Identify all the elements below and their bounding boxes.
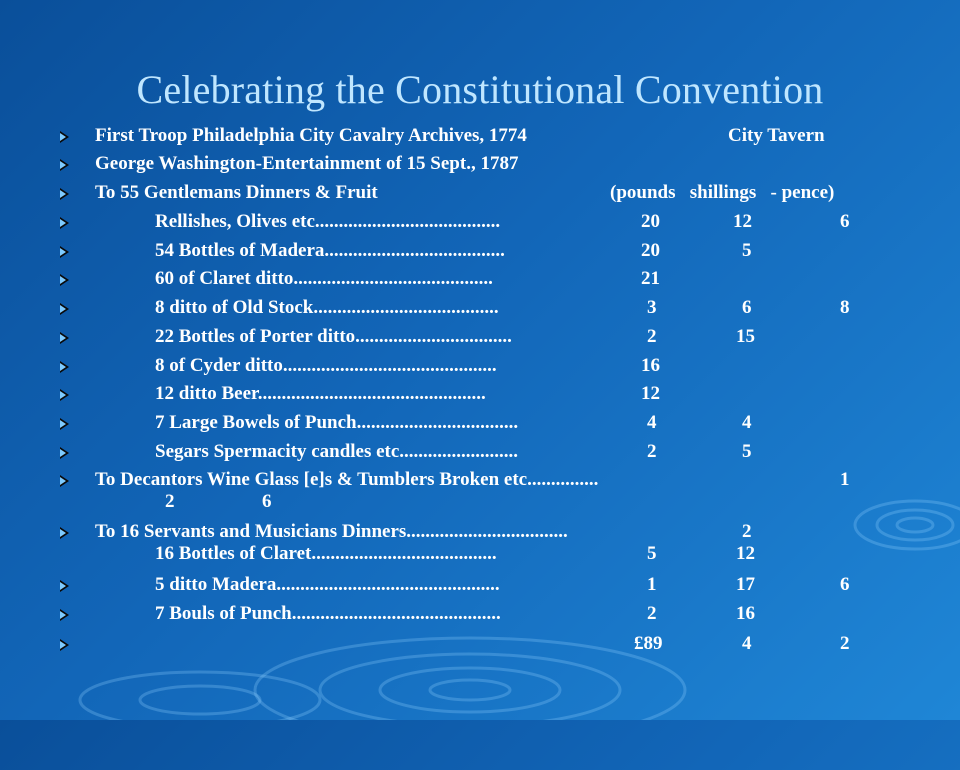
list-item bbox=[60, 380, 660, 408]
item-text: 12 ditto Beer................................................ bbox=[155, 383, 486, 404]
shillings-value: 2 bbox=[742, 521, 752, 542]
total-shillings: 4 bbox=[742, 633, 752, 654]
item-text: To Decantors Wine Glass [e]s & Tumblers Broken etc............... bbox=[95, 469, 599, 490]
pounds-value: 4 bbox=[647, 412, 657, 433]
item-text: 60 of Claret ditto.......................................... bbox=[155, 268, 493, 289]
total-row bbox=[60, 630, 850, 658]
list-item bbox=[60, 265, 660, 293]
shillings-value: 15 bbox=[736, 326, 755, 347]
item-text: 8 of Cyder ditto............................................. bbox=[155, 355, 497, 376]
item-text: 5 ditto Madera............................................... bbox=[155, 574, 500, 595]
list-item bbox=[60, 438, 752, 466]
pounds-value: 5 bbox=[647, 543, 657, 564]
pounds-value: 21 bbox=[641, 268, 660, 289]
arrow-bullet-icon bbox=[60, 389, 69, 401]
column-header-units: (pounds shillings - pence) bbox=[610, 182, 835, 203]
pounds-value: 20 bbox=[641, 240, 660, 261]
shillings-value: 4 bbox=[742, 412, 752, 433]
list-item bbox=[60, 323, 755, 351]
item-text: 54 Bottles of Madera...................................... bbox=[155, 240, 505, 261]
item-right-text: City Tavern bbox=[728, 125, 825, 146]
item-text: George Washington-Entertainment of 15 Sept., 1787 bbox=[95, 153, 519, 174]
item-text: Segars Spermacity candles etc......................... bbox=[155, 441, 519, 462]
arrow-bullet-icon bbox=[60, 475, 69, 487]
arrow-bullet-icon bbox=[60, 303, 69, 315]
list-item bbox=[60, 352, 660, 380]
arrow-bullet-icon bbox=[60, 131, 69, 143]
list-item bbox=[60, 179, 835, 207]
arrow-bullet-icon bbox=[60, 246, 69, 258]
arrow-bullet-icon bbox=[60, 159, 69, 171]
list-item bbox=[60, 237, 752, 265]
list-item bbox=[60, 294, 850, 322]
item-text: To 16 Servants and Musicians Dinners.................................. bbox=[95, 521, 568, 542]
shillings-value: 12 bbox=[733, 211, 752, 232]
pounds-value: 3 bbox=[647, 297, 657, 318]
arrow-bullet-icon bbox=[60, 418, 69, 430]
arrow-bullet-icon bbox=[60, 527, 69, 539]
list-item bbox=[60, 466, 850, 512]
list-item bbox=[60, 600, 755, 628]
pounds-value: 1 bbox=[840, 469, 850, 490]
slide-title: Celebrating the Constitutional Convention bbox=[136, 67, 824, 112]
arrow-bullet-icon bbox=[60, 274, 69, 286]
list-item bbox=[60, 150, 519, 178]
shillings-value: 6 bbox=[742, 297, 752, 318]
item-text: 8 ditto of Old Stock....................................... bbox=[155, 297, 499, 318]
item-text: First Troop Philadelphia City Cavalry Archives, 1774 bbox=[95, 125, 527, 146]
shillings-value: 5 bbox=[742, 441, 752, 462]
shillings-value: 5 bbox=[742, 240, 752, 261]
pence-value: 8 bbox=[840, 297, 850, 318]
item-text: 22 Bottles of Porter ditto................................. bbox=[155, 326, 512, 347]
pounds-value: 1 bbox=[647, 574, 657, 595]
pence-value: 6 bbox=[840, 211, 850, 232]
item-text-continued: 16 Bottles of Claret....................................... bbox=[155, 543, 497, 564]
pence-value: 6 bbox=[262, 491, 272, 512]
shillings-value: 12 bbox=[736, 543, 755, 564]
arrow-bullet-icon bbox=[60, 188, 69, 200]
arrow-bullet-icon bbox=[60, 609, 69, 621]
arrow-bullet-icon bbox=[60, 580, 69, 592]
arrow-bullet-icon bbox=[60, 639, 69, 651]
arrow-bullet-icon bbox=[60, 361, 69, 373]
item-text: Rellishes, Olives etc....................................... bbox=[155, 211, 501, 232]
pounds-value: 2 bbox=[647, 603, 657, 624]
list-item bbox=[60, 122, 825, 150]
total-pounds: £89 bbox=[634, 633, 663, 654]
arrow-bullet-icon bbox=[60, 332, 69, 344]
list-item bbox=[60, 518, 755, 564]
pounds-value: 16 bbox=[641, 355, 660, 376]
pounds-value: 12 bbox=[641, 383, 660, 404]
pounds-value: 2 bbox=[647, 326, 657, 347]
pounds-value: 2 bbox=[647, 441, 657, 462]
list-item bbox=[60, 571, 850, 599]
item-text: 7 Large Bowels of Punch.................................. bbox=[155, 412, 519, 433]
total-pence: 2 bbox=[840, 633, 850, 654]
list-item bbox=[60, 409, 752, 437]
pounds-value: 20 bbox=[641, 211, 660, 232]
shillings-value: 17 bbox=[736, 574, 755, 595]
arrow-bullet-icon bbox=[60, 217, 69, 229]
pence-value: 6 bbox=[840, 574, 850, 595]
shillings-value: 2 bbox=[165, 491, 175, 512]
list-item bbox=[60, 208, 850, 236]
item-text: To 55 Gentlemans Dinners & Fruit bbox=[95, 182, 378, 203]
item-text: 7 Bouls of Punch............................................ bbox=[155, 603, 501, 624]
arrow-bullet-icon bbox=[60, 447, 69, 459]
shillings-value: 16 bbox=[736, 603, 755, 624]
